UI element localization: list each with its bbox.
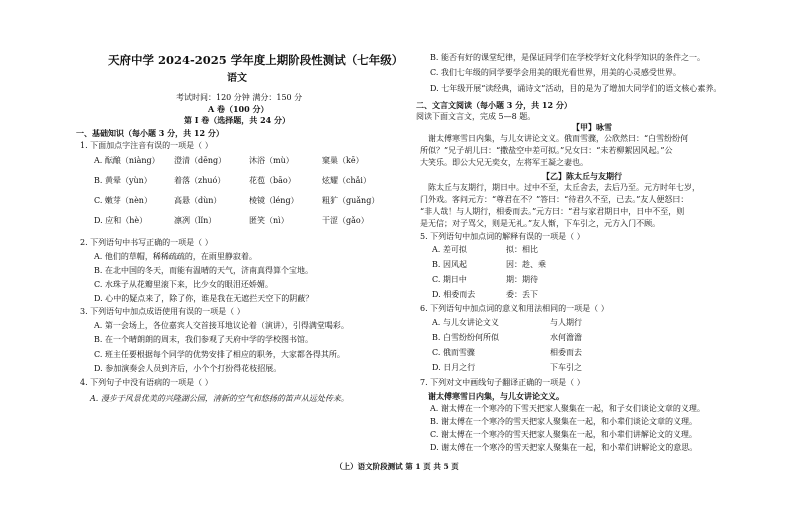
q7-option: C. 谢太傅在一个寒冷的雪天把家人聚集在一起，和小辈们讲解论文的义理。 xyxy=(430,430,697,439)
q1-option-cell: 干涩（gǎo） xyxy=(322,216,369,225)
q5-gloss: 期：期待 xyxy=(506,275,538,284)
subject-title: 语文 xyxy=(227,73,247,84)
q7-option: A. 谢太傅在一个寒冷的下雪天把家人聚集在一起，和子女们谈论文章的义理。 xyxy=(430,404,705,413)
q1-stem: 1. 下面加点字注音有误的一项是（ ） xyxy=(80,141,213,150)
q1-option-cell: 高悬（dùn） xyxy=(174,196,222,205)
q3-option: C. 班主任要根据每个同学的优势安排了相应的职务，大家都各得其所。 xyxy=(94,350,345,359)
q5-phrase: C. 期日中 xyxy=(432,275,467,284)
q4-option: D. 七年级开展“读经典，诵诗文”活动，目的是为了增加大同学们的语文核心素养。 xyxy=(430,84,722,93)
q4-option: B. 能否有好的课堂纪律，是保证同学们在学校学好文化科学知识的条件之一。 xyxy=(430,53,705,62)
q7-quote: 谢太傅寒雪日内集，与儿女讲论文义。 xyxy=(428,391,564,401)
q5-gloss: 拟：相比 xyxy=(506,245,538,254)
q5-stem: 5. 下列语句中加点词的解释有误的一项是（ ） xyxy=(420,232,585,241)
q6-phrase-compare: 相委而去 xyxy=(550,348,582,357)
part1-heading: 第 I 卷（选择题，共 24 分） xyxy=(184,115,291,125)
q4-stem: 4. 下列句子中没有语病的一项是（ ） xyxy=(80,378,213,387)
q1-option-cell: 着落（zhuó） xyxy=(174,176,226,185)
q2-option: D. 心中的疑点来了，除了你，谁是我在无遮拦天空下的阴蔽？ xyxy=(94,294,314,303)
q5-phrase: D. 相委而去 xyxy=(432,290,476,299)
q1-option-cell: A. 酝酿（niàng） xyxy=(94,156,160,165)
q7-option: B. 谢太傅在一个寒冷的雪天把家人聚集在一起，和小辈们谈论文章的义理。 xyxy=(430,417,697,426)
q1-option-cell: 澄清（dēng） xyxy=(174,156,227,165)
q1-option-cell: 沐浴（mù） xyxy=(249,156,294,165)
exam-title: 天府中学 2024-2025 学年度上期阶段性测试（七年级） xyxy=(108,53,404,67)
q1-option-cell: D. 应和（hè） xyxy=(94,216,148,225)
q7-option: D. 谢太傅在一个寒冷的雪天把家人聚集在一起，和小辈们讲解论文的意思。 xyxy=(430,443,698,452)
q4-option: A. 漫步于风景优美的兴隆湖公园，清新的空气和悠扬的笛声从远处传来。 xyxy=(90,394,349,403)
q6-phrase: D. 日月之行 xyxy=(432,363,476,372)
q3-option: A. 第一会场上，各位嘉宾人交首接耳地议论着（演讲），引得满堂喝彩。 xyxy=(94,321,349,330)
text-b-title: 【乙】陈太丘与友期行 xyxy=(542,171,622,181)
q1-option-cell: 棱镜（léng） xyxy=(249,196,299,205)
q6-phrase: B. 白雪纷纷何所似 xyxy=(432,333,499,342)
q6-phrase-compare: 下车引之 xyxy=(550,363,582,372)
q1-option-cell: C. 嫩芽（nèn） xyxy=(94,196,152,205)
q5-gloss: 因：趁、乘 xyxy=(506,260,546,269)
paper-a-heading: A 卷（100 分） xyxy=(208,104,269,114)
q1-option-cell: 匿笑（nì） xyxy=(249,216,289,225)
text-b-line: 门外戏。客问元方：“尊君在不？”答曰：“待君久不至，已去。”友人便怒曰： xyxy=(420,195,689,204)
q2-stem: 2. 下列语句中书写正确的一项是（ ） xyxy=(80,238,213,247)
q5-phrase: A. 差可拟 xyxy=(432,245,467,254)
text-b-line: “非人哉！与人期行，相委而去。”元方曰：“君与家君期日中，日中不至，则 xyxy=(420,207,685,216)
section2-heading: 二、文言文阅读（每小题 3 分，共 12 分） xyxy=(416,100,572,110)
text-a-title: 【甲】咏雪 xyxy=(572,122,612,132)
q4-option: C. 我们七年级的同学要学会用美的眼光看世界，用美的心灵感受世界。 xyxy=(430,68,681,77)
q1-option-cell: B. 黄晕（yùn） xyxy=(94,176,152,185)
q2-option: B. 在北中国的冬天，而能有温晴的天气，济南真得算个宝地。 xyxy=(94,266,313,275)
text-a-line: 谢太傅寒雪日内集，与儿女讲论文义。俄而雪骤，公欣然曰：“白雪纷纷何 xyxy=(428,134,689,143)
q3-stem: 3. 下列语句中加点成语使用有误的一项是（ ） xyxy=(80,307,245,316)
text-b-line: 陈太丘与友期行，期日中。过中不至，太丘舍去，去后乃至。元方时年七岁， xyxy=(428,183,700,192)
q1-option-cell: 窠巢（kē） xyxy=(322,156,364,165)
q7-stem: 7. 下列对文中画线句子翻译正确的一项是（ ） xyxy=(420,378,585,387)
q6-phrase: A. 与儿女讲论文义 xyxy=(432,318,499,327)
q6-stem: 6. 下列语句中加点词的意义和用法相同的一项是（ ） xyxy=(420,304,609,313)
q5-phrase: B. 因风起 xyxy=(432,260,467,269)
q2-option: A. 他们的草帽，稀稀疏疏的，在雨里静寂着。 xyxy=(94,252,257,261)
q1-option-cell: 花苞（bāo） xyxy=(249,176,296,185)
exam-info: 考试时间：120 分钟 满分：150 分 xyxy=(176,93,303,102)
text-a-line: 大笑乐。即公大兄无奕女，左将军王凝之妻也。 xyxy=(420,158,588,167)
q3-option: D. 参加演奏会人员到齐后，小个个打扮得花枝招展。 xyxy=(94,364,282,373)
section2-intro: 阅读下面文言文，完成 5—8 题。 xyxy=(416,112,536,121)
page-footer: （上）语文阶段测试 第 1 页 共 5 页 xyxy=(335,462,459,471)
q3-option: B. 在一个晴朗朗的周末，我们参观了天府中学的学校图书馆。 xyxy=(94,335,313,344)
q1-option-cell: 炫耀（chǎi） xyxy=(322,176,371,185)
q6-phrase-compare: 与人期行 xyxy=(550,318,582,327)
text-a-line: 所似？”兄子胡儿曰：“撒盐空中差可拟。”兄女曰：“未若柳絮因风起。”公 xyxy=(420,146,673,155)
q1-option-cell: 粗犷（guǎng） xyxy=(322,196,380,205)
q1-option-cell: 凛冽（lǐn） xyxy=(174,216,217,225)
text-b-line: 是无信；对子骂父，则是无礼。”友人惭，下车引之，元方入门不顾。 xyxy=(420,219,661,228)
q5-gloss: 委：丢下 xyxy=(506,290,538,299)
q6-phrase: C. 俄而雪骤 xyxy=(432,348,475,357)
q2-option: C. 水珠子从花瓣里滚下来，比少女的眼泪还娇媚。 xyxy=(94,280,273,289)
section1-heading: 一、基础知识（每小题 3 分，共 12 分） xyxy=(76,128,224,138)
q6-phrase-compare: 水何澹澹 xyxy=(550,333,582,342)
